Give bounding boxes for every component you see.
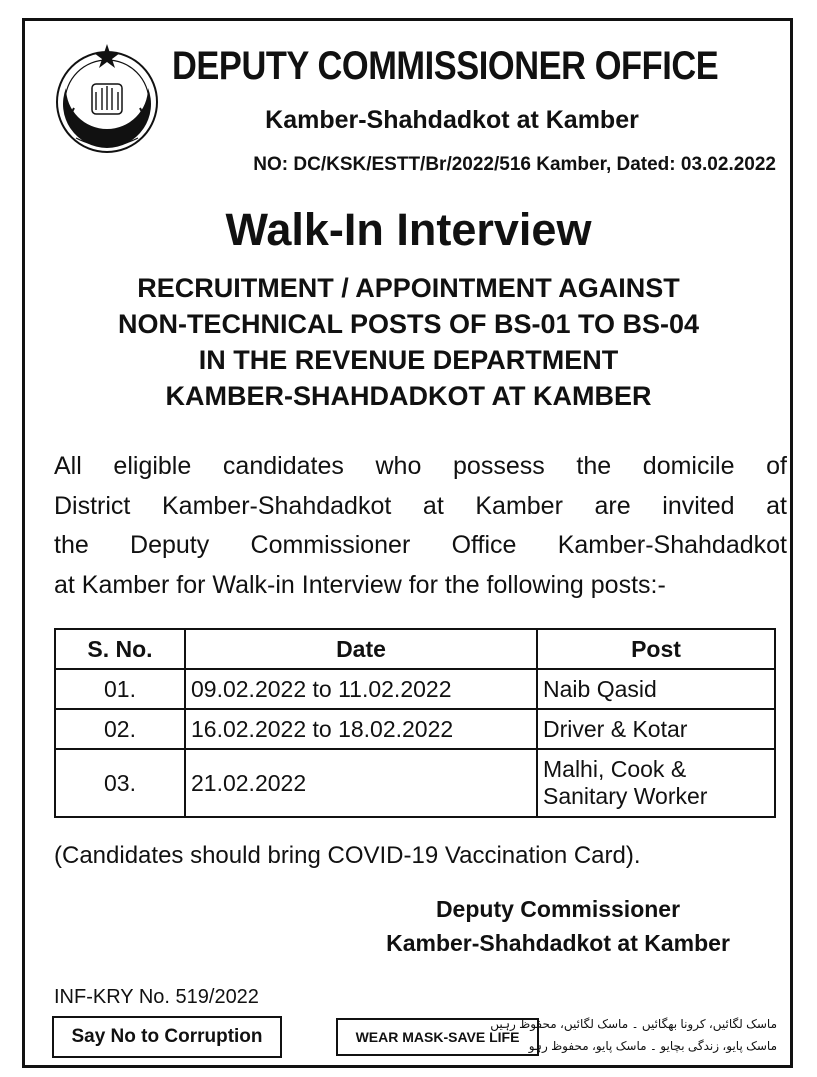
table-row [55, 749, 775, 817]
cell-date: 16.02.2022 to 18.02.2022 [185, 709, 537, 749]
urdu-line: ماسک لگائیں، کرونا بھگائیں ۔ ماسک لگائیں، محفوظ رہیں [490, 1017, 777, 1031]
urdu-line: ماسک پایو، زندگی بچایو ۔ ماسک پایو، محفوظ رہو [528, 1039, 777, 1053]
cell-post: Naib Qasid [537, 669, 775, 709]
signatory-title: Deputy Commissioner [435, 896, 681, 922]
body-line: District Kamber-Shahdadkot at Kamber are invited at [54, 491, 787, 520]
cell-post [537, 749, 775, 817]
mask-slogan: WEAR MASK-SAVE LIFE [336, 1018, 539, 1056]
column-header-post: Post [537, 629, 775, 669]
cell-post: Driver & Kotar [537, 709, 775, 749]
sindh-government-emblem-icon [46, 38, 168, 160]
inf-number: INF-KRY No. 519/2022 [54, 986, 259, 1008]
post-line: Sanitary Worker [543, 783, 708, 809]
cell-sno: 02. [55, 709, 185, 749]
column-header-sno: S. No. [55, 629, 185, 669]
subheading-line: KAMBER-SHAHDADKOT AT KAMBER [165, 381, 652, 411]
posts-table [54, 628, 776, 818]
cell-sno: 03. [55, 749, 185, 817]
subheading-line: NON-TECHNICAL POSTS OF BS-01 TO BS-04 [117, 309, 700, 339]
table-header-row [55, 629, 775, 669]
subheading-line: RECRUITMENT / APPOINTMENT AGAINST [137, 273, 680, 303]
anti-corruption-slogan: Say No to Corruption [52, 1016, 282, 1058]
table-row [55, 669, 775, 709]
notice-title: Walk-In Interview [225, 204, 592, 255]
cell-sno: 01. [55, 669, 185, 709]
post-line: Malhi, Cook & [543, 756, 687, 782]
vaccination-note: (Candidates should bring COVID-19 Vaccination Card). [54, 842, 641, 869]
cell-date: 09.02.2022 to 11.02.2022 [185, 669, 537, 709]
subheading-line: IN THE REVENUE DEPARTMENT [198, 345, 619, 375]
notice-subheading [0, 270, 817, 414]
body-line: All eligible candidates who possess the domicile of [54, 452, 787, 480]
cell-date: 21.02.2022 [185, 749, 537, 817]
column-header-date: Date [185, 629, 537, 669]
table-row [55, 709, 775, 749]
notice-body [54, 447, 787, 605]
body-line: at Kamber for Walk-in Interview for the following posts:- [54, 570, 666, 599]
office-location: Kamber-Shahdadkot at Kamber [265, 106, 639, 134]
urdu-slogans [490, 1013, 777, 1057]
office-title: DEPUTY COMMISSIONER OFFICE [172, 44, 719, 88]
reference-number: NO: DC/KSK/ESTT/Br/2022/516 Kamber, Dated: 03.02.2022 [253, 154, 776, 175]
signatory-office: Kamber-Shahdadkot at Kamber [386, 930, 730, 956]
body-line: the Deputy Commissioner Office Kamber-Shahdadkot [54, 531, 787, 559]
